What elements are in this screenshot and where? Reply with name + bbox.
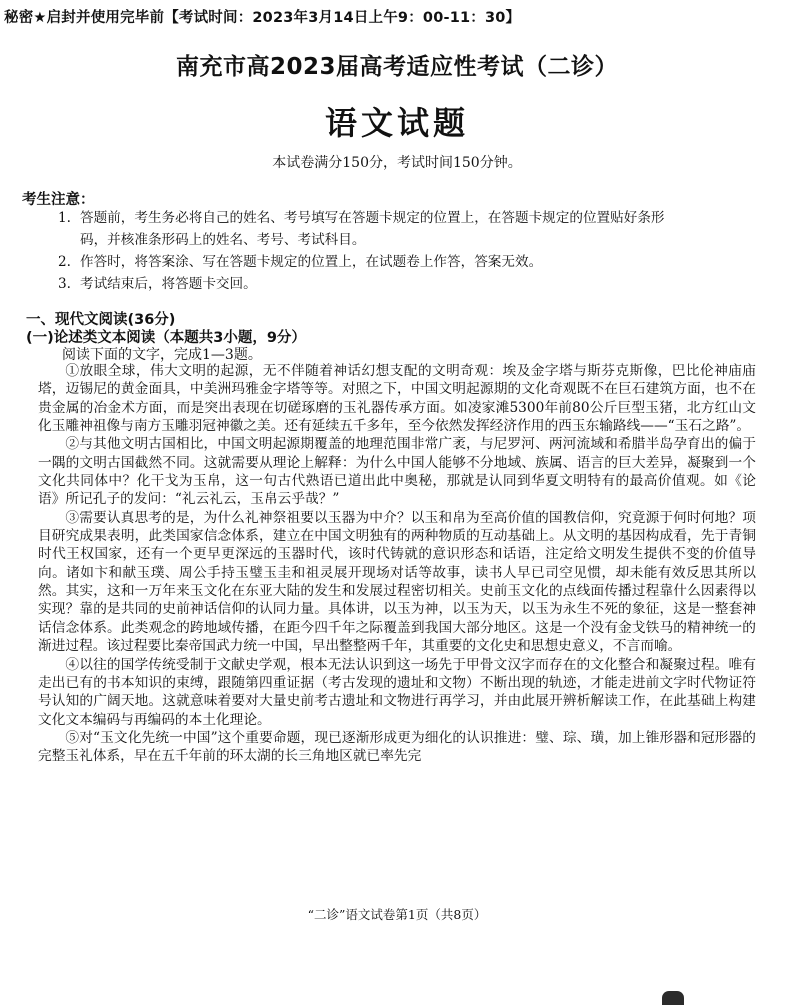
passage-paragraph: ①放眼全球，伟大文明的起源，无不伴随着神话幻想支配的文明奇观：埃及金字塔与斯芬克斯像，巴比伦神庙庙塔，迈锡尼的黄金面具，中美洲玛雅金字塔等等。对照之下，中国文明起源期的文化奇观既不在巨石建筑方面，也不在贵金属的冶金术方面，而是突出表现在切磋琢磨的玉礼器传承方面。如凌家滩5300年前80公斤巨型玉猪，北方红山文化玉雕神祖像与南方玉雕羽冠神徽之美。还有延续五千多年，至今依然发挥经济作用的西玉东输路线——“玉石之路”。 xyxy=(38,363,756,435)
notice-item xyxy=(58,207,678,251)
reading-instruction: 阅读下面的文字，完成1—3题。 xyxy=(62,347,262,363)
passage-paragraph: ⑤对“玉文化先统一中国”这个重要命题，现已逐渐形成更为细化的认识推进：璧、琮、璜，加上锥形器和冠形器的完整玉礼体系，早在五千年前的环太湖的长三角地区就已率先完 xyxy=(38,729,756,765)
reading-passage xyxy=(38,362,756,766)
notice-item-number: 3. xyxy=(58,276,71,292)
notice-item-text: 考试结束后，将答题卡交回。 xyxy=(80,276,257,292)
notice-item-text: 作答时，将答案涂、写在答题卡规定的位置上，在试题卷上作答，答案无效。 xyxy=(80,254,543,270)
corner-mark xyxy=(662,991,684,1005)
exam-title: 南充市高2023届高考适应性考试（二诊） xyxy=(175,54,618,80)
subsection-heading: (一)论述类文本阅读（本题共3小题，9分） xyxy=(26,330,306,346)
notice-item xyxy=(58,273,678,295)
section-heading: 一、现代文阅读(36分) xyxy=(26,312,176,328)
notice-item-text: 答题前，考生务必将自己的姓名、考号填写在答题卡规定的位置上，在答题卡规定的位置贴好条形码，并核准条形码上的姓名、考号、考试科目。 xyxy=(80,210,665,248)
notice-list xyxy=(58,207,678,295)
passage-paragraph: ②与其他文明古国相比，中国文明起源期覆盖的地理范围非常广袤，与尼罗河、两河流域和希腊半岛孕育出的偏于一隅的文明古国截然不同。这就需要从理论上解释：为什么中国人能够不分地域、族属、语言的巨大差异，凝聚到一个文化共同体中？化干戈为玉帛，这一句古代熟语已道出此中奥秘，那就是认同到华夏文明特有的最高价值观。如《论语》所记孔子的发问：“礼云礼云，玉帛云乎哉？” xyxy=(38,436,756,508)
page-footer: “二诊”语文试卷第1页（共8页） xyxy=(307,907,487,922)
exam-info: 本试卷满分150分，考试时间150分钟。 xyxy=(272,155,522,171)
passage-paragraph: ④以往的国学传统受制于文献史学观，根本无法认识到这一场先于甲骨文汉字而存在的文化整合和凝聚过程。唯有走出已有的书本知识的束缚，跟随第四重证据（考古发现的遗址和文物）不断出现的轨迹，才能走进前文字时代物证符号认知的广阔天地。这就意味着要对大量史前考古遗址和文物进行再学习，并由此展开辨析解读工作，在此基础上构建文化文本编码与再编码的本土化理论。 xyxy=(38,656,756,728)
notice-item-number: 1. xyxy=(58,210,71,226)
passage-paragraph: ③需要认真思考的是，为什么礼神祭祖要以玉器为中介？以玉和帛为至高价值的国教信仰，究竟源于何时何地？项目研究成果表明，此类国家信念体系，建立在中国文明独有的两种物质的互动基础上。从文明的基因构成看，先于青铜时代王权国家，还有一个更早更深远的玉器时代，该时代铸就的意识形态和话语，注定给文明发生提供不变的价值导向。诸如卞和献玉璞、周公手持玉璧玉圭和祖灵展开现场对话等故事，读书人早已司空见惯，却未能有效反思其所以然。其实，这和一万年来玉文化在东亚大陆的发生和发展过程密切相关。史前玉文化的点线面传播过程靠什么因素得以实现？靠的是共同的史前神话信仰的认同力量。具体讲，以玉为神，以玉为天，以玉为永生不死的象征，这是一整套神话信念体系。此类观念的跨地域传播，在距今四千年之际覆盖到我国大部分地区。这是一个没有金戈铁马的精神统一的渐进过程。该过程要比秦帝国武力统一中国，早出整整两千年，其重要的文化史和思想史意义，不言而喻。 xyxy=(38,509,756,655)
notice-heading: 考生注意： xyxy=(22,192,95,208)
notice-item-number: 2. xyxy=(58,254,71,270)
confidential-notice: 秘密★启封并使用完毕前【考试时间：2023年3月14日上午9：00-11：30】 xyxy=(4,10,521,26)
subject-title: 语文试题 xyxy=(324,104,469,142)
notice-item xyxy=(58,251,678,273)
